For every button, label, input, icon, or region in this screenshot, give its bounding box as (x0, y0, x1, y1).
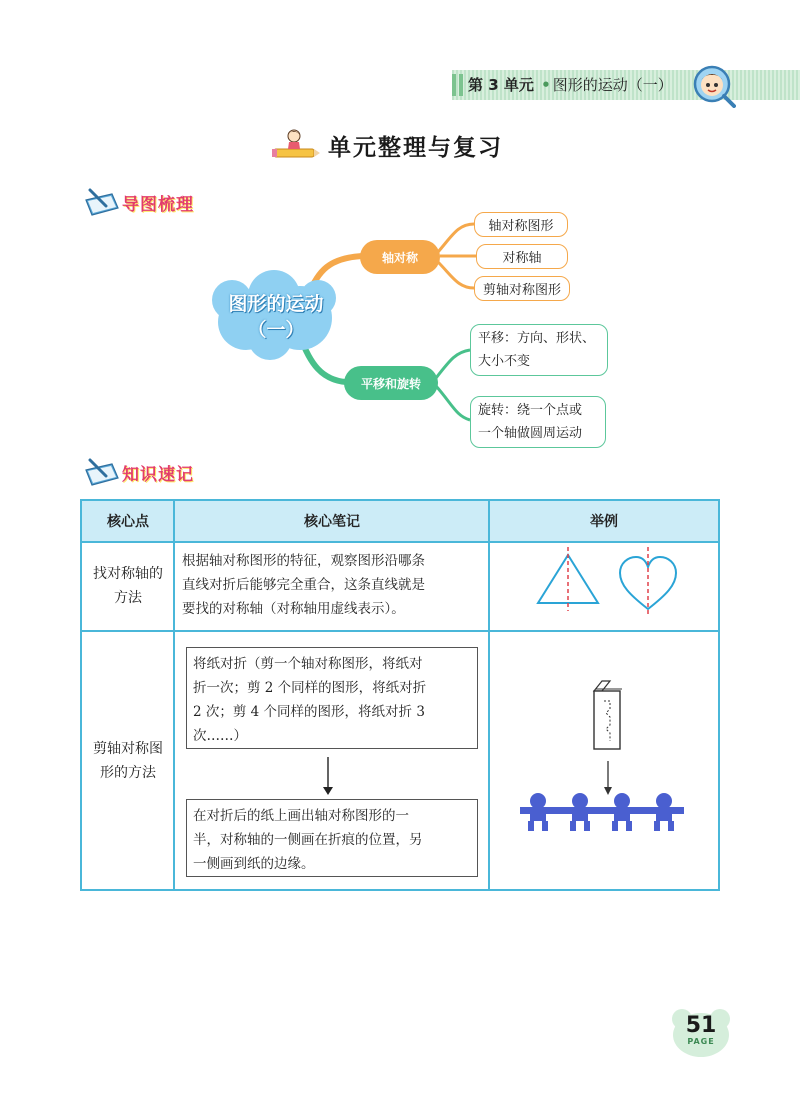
page-number: 51 (685, 1013, 717, 1038)
row2-example-figures (512, 673, 712, 845)
folded-paper-figure (594, 681, 622, 749)
leaf-cut-symmetric-figure: 剪轴对称图形 (474, 276, 570, 301)
leaf-rotation-line1: 旋转：绕一个点或 (478, 403, 583, 418)
unit-label: 第 3 单元 (468, 76, 534, 94)
down-arrow-icon (604, 761, 612, 795)
page-title: 单元整理与复习 (328, 135, 503, 161)
leaf-rotation (470, 396, 606, 448)
row2-step2-box (186, 799, 478, 877)
mindmap-root-line1: 图形的运动 (228, 293, 324, 315)
leaf-symmetry-axis: 对称轴 (476, 244, 568, 269)
paper-dolls-figure (520, 793, 684, 831)
row2-point (82, 632, 174, 890)
row2-box2-line1: 在对折后的纸上画出轴对称图形的一 (193, 808, 409, 824)
leaf-translation-line1: 平移：方向、形状、 (478, 331, 596, 346)
header-separator: • (541, 76, 551, 94)
row1-note-line2: 直线对折后能够完全重合，这条直线就是 (182, 577, 425, 593)
row1-point (82, 542, 174, 630)
page-label: PAGE (687, 1037, 715, 1046)
page-number-badge (668, 1005, 734, 1059)
table-header-example: 举例 (490, 501, 718, 541)
leaf-symmetric-figure: 轴对称图形 (474, 212, 568, 237)
table-divider (488, 501, 490, 889)
row1-example-figures (512, 545, 712, 627)
mindmap-root-line2: （一） (247, 319, 305, 341)
row2-box2-line2: 半，对称轴的一侧画在折痕的位置，另 (193, 832, 423, 848)
leaf-rotation-line2: 一个轴做圆周运动 (478, 426, 583, 441)
unit-topic: 图形的运动（一） (552, 76, 673, 94)
section-title-mindmap: 导图梳理 (122, 195, 194, 215)
branch-axis-symmetry: 轴对称 (360, 240, 440, 274)
connector-leaf (436, 386, 470, 420)
notebook-pen-icon (82, 458, 120, 488)
down-arrow-icon (320, 755, 336, 797)
row2-point-line1: 剪轴对称图 (93, 741, 163, 757)
branch-translate-rotate: 平移和旋转 (344, 366, 438, 400)
table-divider (82, 541, 718, 543)
row2-step1-box (186, 647, 478, 749)
table-divider (82, 630, 718, 632)
mindmap-root (216, 291, 336, 343)
connector-leaf (436, 350, 470, 378)
leaf-translation-line2: 大小不变 (478, 354, 531, 369)
row2-box2-line3: 一侧画到纸的边缘。 (193, 856, 315, 872)
table-header-notes: 核心笔记 (175, 501, 489, 541)
connector-leaf (438, 262, 474, 288)
table-header-point: 核心点 (82, 501, 174, 541)
row2-box1-line4: 次……） (193, 728, 247, 744)
row1-point-line1: 找对称轴的 (93, 566, 163, 582)
section-title-knowledge: 知识速记 (122, 465, 194, 485)
connector-leaf (438, 224, 474, 252)
row1-point-line2: 方法 (114, 590, 142, 606)
section-heading-knowledge (82, 458, 222, 488)
knowledge-table (80, 499, 720, 891)
leaf-translation (470, 324, 608, 376)
row1-note (182, 549, 486, 621)
row2-box1-line1: 将纸对折（剪一个轴对称图形，将纸对 (193, 656, 423, 672)
row1-note-line1: 根据轴对称图形的特征，观察图形沿哪条 (182, 553, 425, 569)
row2-box1-line3: 2 次；剪 4 个同样的图形，将纸对折 3 (193, 704, 425, 720)
row1-note-line3: 要找的对称轴（对称轴用虚线表示）。 (182, 601, 405, 617)
row2-box1-line2: 折一次；剪 2 个同样的图形，将纸对折 (193, 680, 427, 696)
row2-point-line2: 形的方法 (100, 765, 156, 781)
